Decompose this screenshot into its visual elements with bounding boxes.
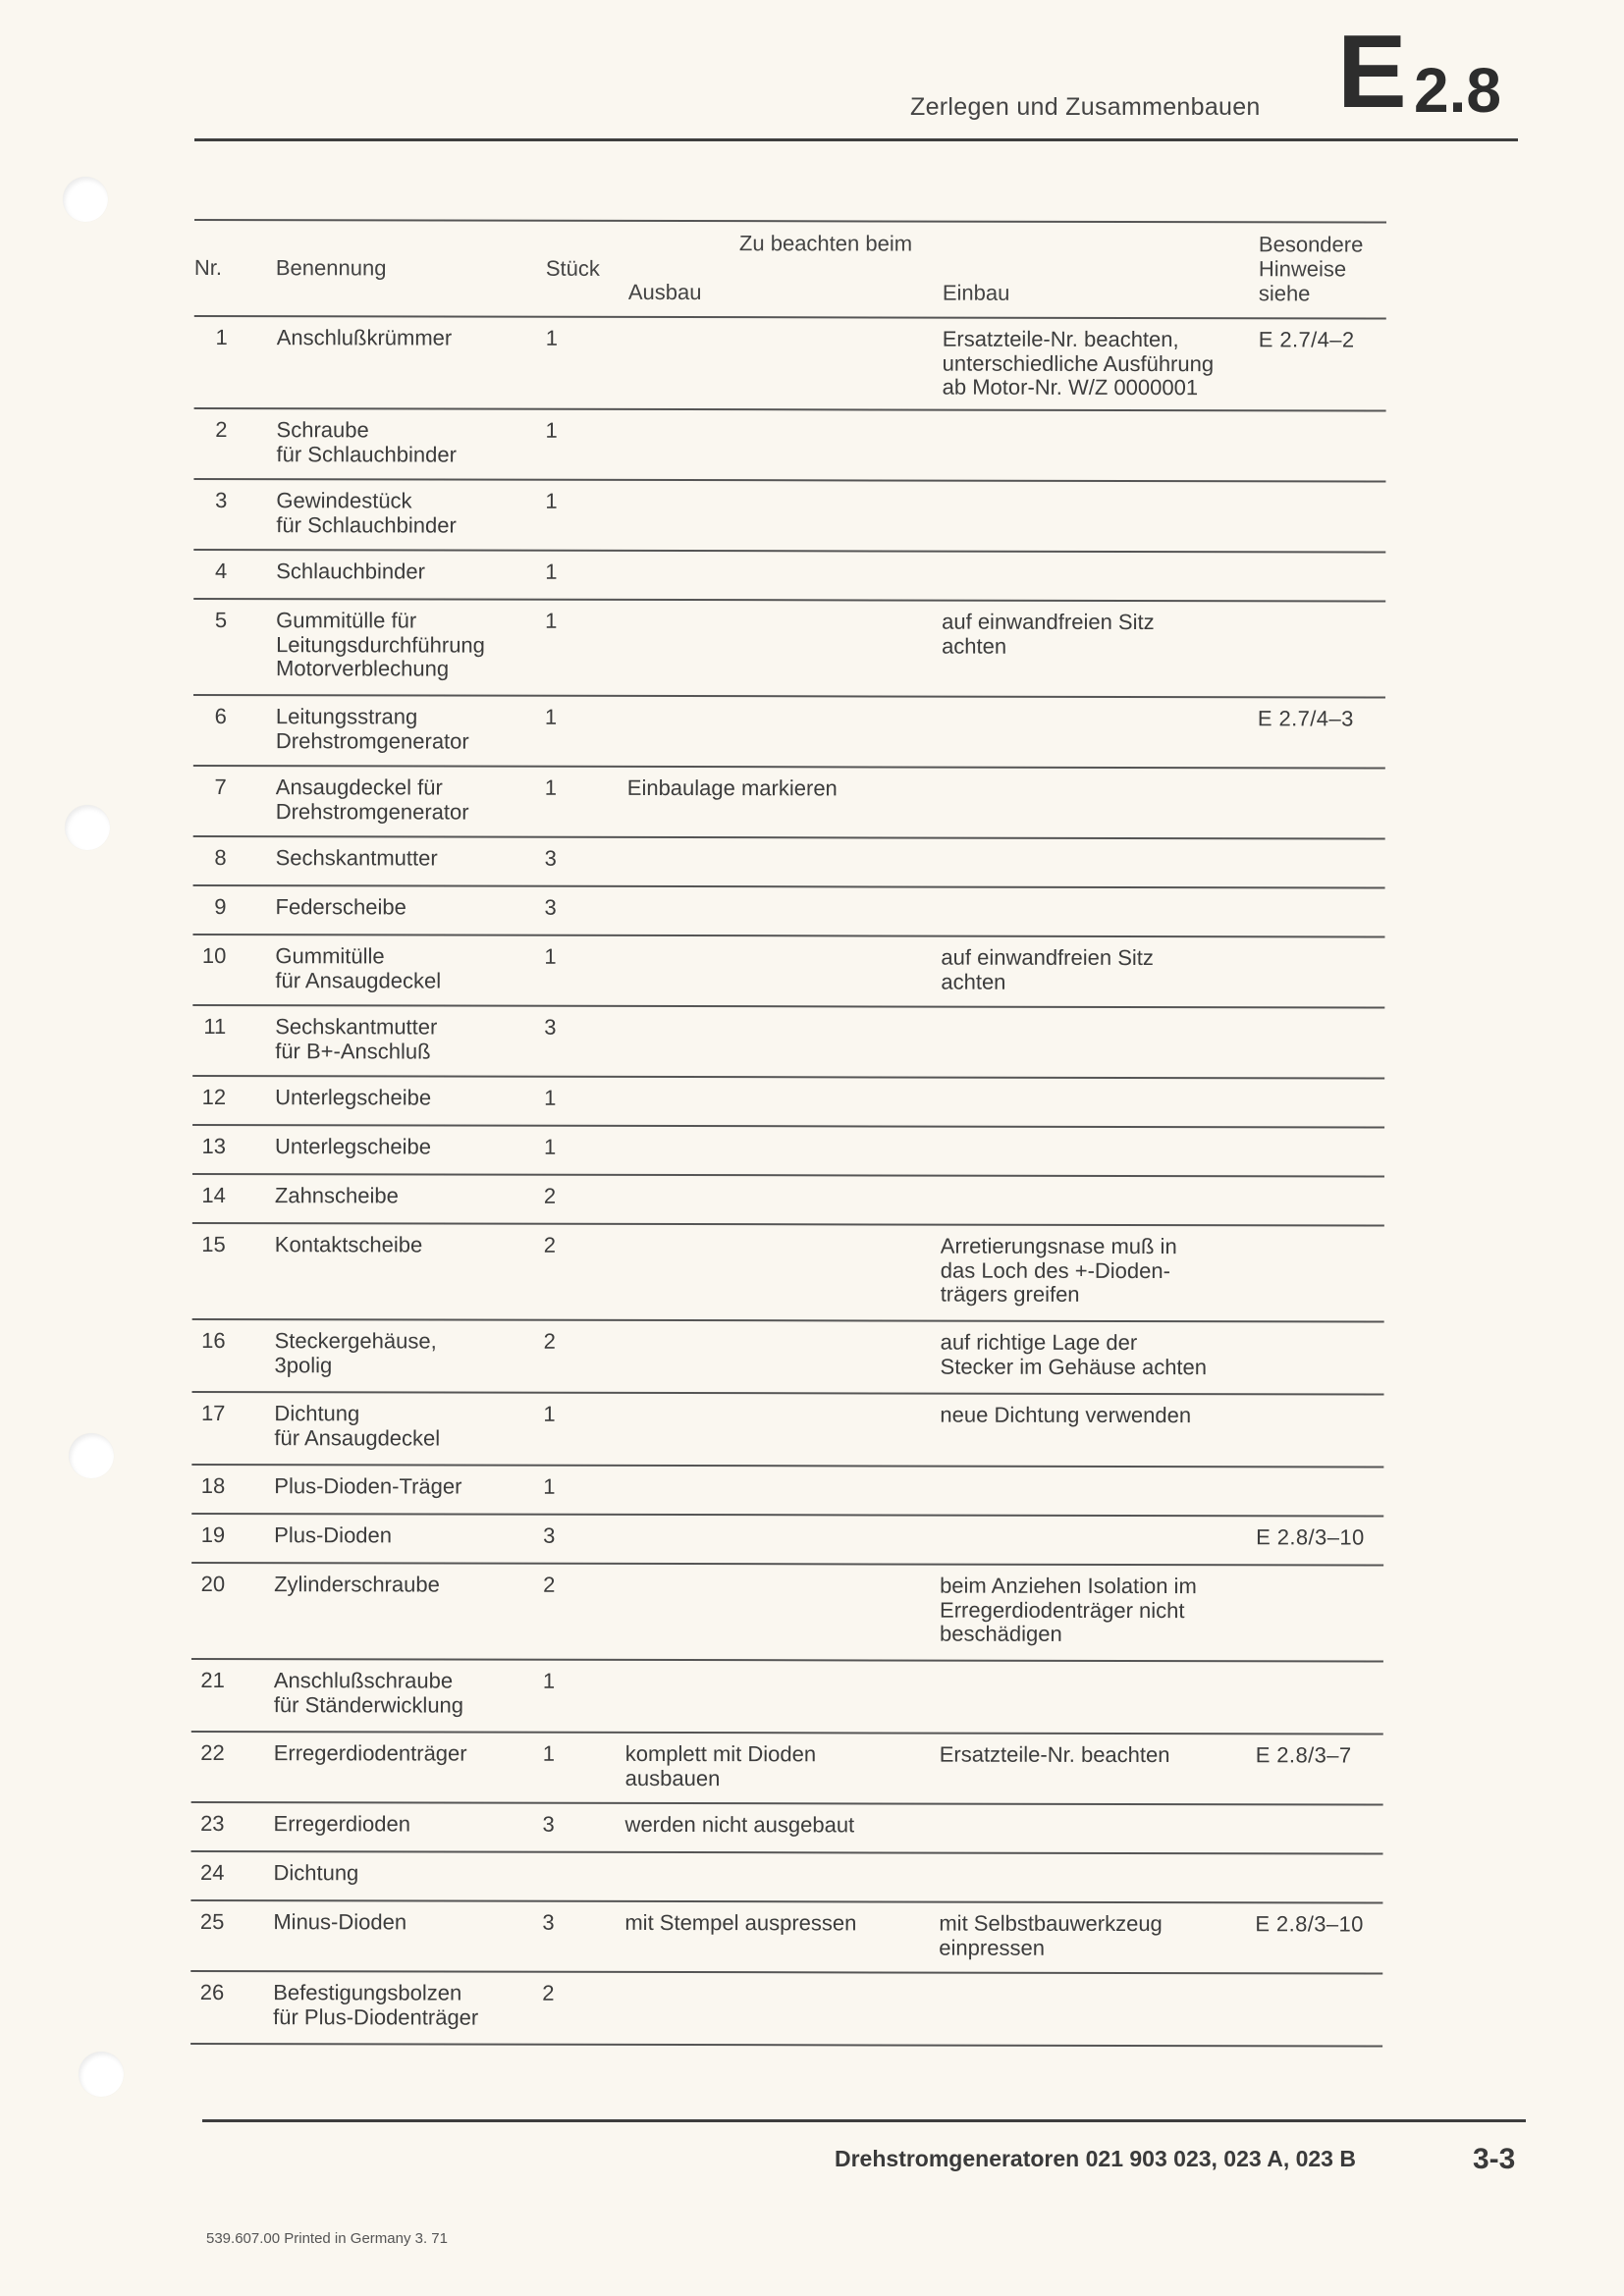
row-number-line: 24 [199, 1860, 225, 1886]
installation-note [942, 611, 1155, 659]
part-quantity [543, 1403, 555, 1427]
part-quantity-line: 1 [544, 943, 557, 969]
col-header-benennung: Benennung [275, 255, 387, 281]
row-number-line: 15 [201, 1232, 226, 1257]
part-name-line: 3polig [274, 1352, 333, 1377]
part-name-line: Leitungsstrang [275, 704, 418, 729]
reference-line: E 2.8/3–7 [1255, 1742, 1352, 1768]
row-number [190, 1981, 224, 2005]
row-number [191, 1573, 225, 1597]
table-row [191, 1393, 1383, 1468]
part-quantity-line: 1 [543, 1134, 557, 1159]
part-name [274, 1523, 392, 1548]
parts-table [190, 219, 1386, 2048]
part-name-line: Sechskantmutter [275, 1014, 438, 1040]
part-name-line: für Plus-Diodenträger [273, 2003, 479, 2030]
table-row [192, 886, 1384, 938]
part-quantity-line: 3 [543, 1522, 556, 1548]
part-quantity-line: 1 [544, 1085, 557, 1110]
part-quantity [544, 1185, 556, 1209]
part-quantity [543, 1670, 555, 1694]
table-row [193, 767, 1385, 840]
installation-note-line: Arretierungsnase muß in [940, 1233, 1177, 1259]
part-name-line: Plus-Dioden [274, 1522, 393, 1548]
removal-note [624, 1911, 856, 1936]
part-name [275, 1086, 431, 1110]
table-row [192, 1175, 1384, 1227]
part-name-line: für Schlauchbinder [276, 511, 457, 538]
table-row [191, 1803, 1383, 1855]
installation-note-line: achten [942, 633, 1007, 659]
row-number [193, 489, 227, 513]
col-header-einbau: Einbau [942, 280, 1010, 305]
row-number [191, 1812, 225, 1837]
col-header-nr: Nr. [193, 254, 223, 281]
row-number [193, 609, 227, 633]
installation-note-line: Ersatzteile-Nr. beachten, [942, 326, 1179, 352]
installation-note-line: auf einwandfreien Sitz [942, 609, 1155, 635]
row-number-line: 16 [201, 1328, 226, 1354]
part-name [274, 1402, 440, 1450]
part-quantity-line: 2 [543, 1183, 557, 1208]
col-header-group: Zu beachten beim [738, 231, 913, 256]
part-quantity [544, 1234, 556, 1258]
installation-note-line: achten [941, 969, 1006, 994]
installation-note [939, 1912, 1163, 1960]
table-row [191, 1466, 1383, 1518]
part-quantity-line: 1 [545, 608, 558, 633]
installation-note [941, 1331, 1208, 1380]
table-row [192, 935, 1384, 1009]
part-name-line: Dichtung [273, 1860, 359, 1886]
part-quantity [544, 1087, 556, 1111]
part-name-line: Befestigungsbolzen [273, 1980, 462, 2005]
part-name-line: für Ansaugdeckel [274, 1424, 441, 1451]
part-quantity [545, 896, 557, 921]
table-row [191, 1320, 1383, 1396]
part-quantity-line: 2 [542, 1980, 555, 2005]
part-name-line: für B+-Anschluß [275, 1038, 431, 1064]
part-name-line: Federscheibe [275, 894, 406, 920]
part-quantity [544, 1136, 556, 1160]
row-number-line: 4 [214, 559, 228, 584]
table-row [193, 480, 1385, 554]
part-quantity [544, 945, 556, 970]
part-name-line: Erregerdiodenträger [273, 1740, 467, 1766]
row-number-line: 13 [201, 1134, 227, 1159]
part-name [274, 1474, 461, 1499]
row-number [194, 418, 228, 443]
row-number-line: 1 [215, 325, 228, 350]
part-name [276, 489, 457, 537]
installation-note-line: beschädigen [939, 1621, 1062, 1646]
row-number [192, 1086, 226, 1110]
part-name [274, 1669, 463, 1717]
row-number [193, 895, 227, 920]
punch-hole [65, 805, 110, 850]
reference [1255, 1912, 1363, 1937]
part-quantity [545, 706, 557, 730]
reference-line: E 2.7/4–2 [1258, 327, 1355, 352]
installation-note [941, 1235, 1177, 1308]
row-number-line: 6 [214, 704, 227, 729]
installation-note [940, 1575, 1197, 1647]
installation-note-line: unterschiedliche Ausführung [942, 350, 1215, 376]
row-number-line: 14 [201, 1183, 226, 1208]
reference-line: E 2.8/3–10 [1256, 1524, 1365, 1550]
part-name [275, 944, 441, 992]
installation-note-line: das Loch des +-Dioden- [940, 1257, 1170, 1283]
table-row [193, 600, 1385, 699]
row-number-line: 26 [199, 1980, 225, 2005]
table-header [194, 219, 1386, 320]
part-name-line: Leitungsdurchführung [276, 631, 485, 658]
installation-note-line: trägers greifen [940, 1281, 1080, 1307]
table-body [190, 317, 1386, 2048]
row-number [191, 1402, 225, 1426]
installation-note-line: Stecker im Gehäuse achten [940, 1354, 1208, 1379]
part-name-line: Zahnscheibe [274, 1183, 399, 1208]
part-name [274, 1741, 467, 1766]
part-quantity [543, 1813, 555, 1838]
part-name-line: Plus-Dioden-Träger [274, 1473, 462, 1499]
installation-note-line: Ersatzteile-Nr. beachten [939, 1741, 1170, 1768]
part-name [276, 418, 457, 466]
part-quantity-line: 3 [544, 845, 557, 871]
part-name-line: Anschlußschraube [273, 1668, 454, 1693]
row-number-line: 19 [200, 1522, 226, 1548]
part-name-line: Sechskantmutter [275, 845, 438, 871]
part-quantity-line: 1 [545, 325, 559, 350]
row-number [193, 560, 227, 584]
part-name [277, 326, 453, 350]
punch-hole [63, 177, 108, 222]
row-number-line: 8 [214, 845, 227, 871]
reference-line: E 2.8/3–10 [1255, 1911, 1364, 1937]
reference [1259, 328, 1355, 352]
part-quantity [546, 419, 558, 444]
section-number: 2.8 [1414, 55, 1501, 126]
part-name-line: Unterlegscheibe [274, 1134, 432, 1159]
part-name [273, 1981, 478, 2029]
part-quantity-line: 1 [545, 559, 558, 584]
row-number [193, 705, 227, 729]
row-number-line: 5 [214, 608, 228, 633]
installation-note-line: mit Selbstbauwerkzeug [939, 1910, 1163, 1937]
part-name-line: Gummitülle für [276, 608, 417, 633]
part-quantity [543, 1475, 555, 1500]
row-number-line: 23 [200, 1811, 225, 1837]
part-name-line: Schlauchbinder [276, 559, 425, 584]
part-quantity [544, 1330, 556, 1355]
print-info: 539.607.00 Printed in Germany 3. 71 [206, 2230, 448, 2247]
row-number-line: 18 [200, 1473, 226, 1499]
row-number-line: 11 [203, 1014, 227, 1040]
table-row [191, 1660, 1383, 1735]
part-quantity [543, 1574, 555, 1598]
installation-note-line: auf einwandfreien Sitz [941, 944, 1154, 971]
installation-note-line: einpressen [939, 1935, 1045, 1960]
part-name-line: Minus-Dioden [273, 1909, 407, 1935]
part-quantity-line: 3 [542, 1811, 555, 1837]
row-number-line: 3 [215, 488, 228, 513]
part-name [275, 1233, 422, 1257]
part-name-line: Steckergehäuse, [274, 1328, 437, 1354]
row-number [191, 1669, 225, 1693]
removal-note [627, 776, 838, 801]
part-quantity-line: 3 [542, 1909, 555, 1935]
page-header-title: Zerlegen und Zusammenbauen [910, 93, 1261, 121]
table-row [193, 409, 1385, 483]
table-row [190, 1852, 1382, 1904]
part-name-line: für Ständerwicklung [273, 1691, 464, 1718]
row-number-line: 12 [201, 1085, 227, 1110]
removal-note-line: werden nicht ausgebaut [624, 1811, 855, 1838]
part-quantity-line: 1 [543, 1473, 556, 1499]
part-quantity-line: 3 [544, 894, 557, 920]
part-name-line: für Schlauchbinder [276, 441, 457, 467]
part-quantity [545, 610, 557, 634]
row-number [192, 1184, 226, 1208]
part-name-line: Schraube [276, 417, 369, 443]
punch-hole [69, 1433, 114, 1478]
removal-note [625, 1813, 855, 1838]
part-name-line: Gewindestück [276, 488, 412, 513]
part-quantity-line: 3 [544, 1014, 557, 1040]
part-name [275, 1184, 399, 1208]
part-quantity [545, 847, 557, 872]
part-quantity [542, 1982, 554, 2006]
part-name [276, 895, 406, 920]
part-name-line: Motorverblechung [276, 656, 450, 681]
removal-note-line: komplett mit Dioden [624, 1740, 817, 1767]
part-name [273, 1861, 358, 1886]
table-row [191, 1733, 1383, 1806]
part-name-line: Erregerdioden [273, 1811, 411, 1837]
col-header-hinweise: Besondere [1258, 232, 1364, 257]
part-quantity-line: 1 [545, 488, 558, 513]
row-number-line: 10 [201, 943, 227, 969]
part-name-line: Gummitülle [275, 943, 385, 969]
table-row [193, 696, 1385, 770]
table-row [193, 551, 1385, 603]
row-number-line: 17 [200, 1401, 226, 1426]
installation-note-line: beim Anziehen Isolation im [940, 1573, 1197, 1599]
removal-note-line: mit Stempel auspressen [624, 1909, 857, 1936]
part-quantity-line: 1 [542, 1668, 556, 1693]
installation-note-line: neue Dichtung verwenden [940, 1402, 1192, 1428]
part-quantity [544, 1016, 556, 1041]
part-quantity [543, 1524, 555, 1549]
part-name [274, 1573, 440, 1597]
table-row [192, 1126, 1384, 1178]
part-name [276, 775, 469, 824]
part-quantity [543, 1742, 555, 1767]
part-name-line: für Ansaugdeckel [275, 967, 442, 993]
table-row [192, 1224, 1384, 1323]
col-header-stueck: Stück [545, 255, 600, 281]
section-letter: E [1337, 14, 1407, 130]
table-row [191, 1564, 1383, 1663]
col-header-ausbau: Ausbau [627, 279, 702, 305]
table-row [190, 1901, 1382, 1975]
header-rule [194, 138, 1518, 141]
part-quantity [542, 1911, 554, 1936]
installation-note-line: Erregerdiodenträger nicht [940, 1597, 1185, 1623]
row-number-line: 20 [200, 1572, 226, 1597]
part-name [276, 705, 469, 753]
part-name [273, 1910, 406, 1935]
part-quantity [545, 561, 557, 585]
part-quantity-line: 1 [544, 774, 558, 800]
row-number [190, 1910, 224, 1935]
part-quantity [545, 490, 557, 514]
reference-line: E 2.7/4–3 [1257, 706, 1354, 731]
row-number [191, 1474, 225, 1499]
part-name-line: Ansaugdeckel für [275, 774, 443, 800]
part-quantity [545, 776, 557, 801]
table-row [194, 317, 1386, 412]
part-name [276, 560, 425, 584]
installation-note [941, 946, 1154, 994]
reference [1258, 707, 1354, 731]
part-name [275, 1135, 431, 1159]
row-number [193, 775, 227, 800]
row-number-line: 2 [215, 417, 228, 443]
footer-title: Drehstromgeneratoren 021 903 023, 023 A, 023 B [835, 2146, 1356, 2171]
punch-hole [79, 2052, 124, 2097]
removal-note [625, 1742, 817, 1790]
part-quantity-line: 2 [543, 1328, 556, 1354]
installation-note [940, 1743, 1170, 1768]
part-name-line: Drehstromgenerator [275, 798, 469, 825]
removal-note-line: ausbauen [624, 1765, 721, 1790]
row-number-line: 7 [214, 774, 227, 800]
part-name [274, 1812, 410, 1837]
part-name-line: Kontaktscheibe [274, 1232, 423, 1257]
part-quantity [546, 327, 558, 351]
part-quantity-line: 2 [543, 1572, 556, 1597]
row-number [194, 326, 228, 350]
installation-note [943, 328, 1215, 400]
reference [1256, 1525, 1364, 1550]
row-number [191, 1523, 225, 1548]
part-name [276, 609, 485, 681]
row-number [192, 944, 226, 969]
row-number [192, 1135, 226, 1159]
part-name [275, 1329, 437, 1377]
table-row [192, 1077, 1384, 1129]
part-name [276, 846, 438, 871]
row-number-line: 22 [200, 1740, 225, 1766]
part-name-line: Unterlegscheibe [275, 1085, 432, 1110]
part-quantity-line: 2 [543, 1232, 557, 1257]
table-row [190, 1972, 1382, 2048]
row-number-line: 21 [200, 1668, 225, 1693]
row-number [190, 1861, 224, 1886]
part-quantity-line: 1 [542, 1740, 556, 1766]
page-number: 3-3 [1473, 2143, 1516, 2175]
part-name-line: Zylinderschraube [274, 1572, 440, 1597]
part-name-line: Drehstromgenerator [275, 727, 469, 754]
part-name-line: Dichtung [274, 1401, 360, 1426]
table-row [192, 1006, 1384, 1080]
part-name [275, 1015, 437, 1063]
footer-rule [202, 2119, 1526, 2122]
row-number [192, 1329, 226, 1354]
installation-note-line: auf richtige Lage der [940, 1329, 1138, 1356]
removal-note-line: Einbaulage markieren [626, 774, 838, 801]
table-row [191, 1515, 1383, 1567]
part-quantity-line: 1 [544, 704, 558, 729]
row-number [191, 1741, 225, 1766]
part-quantity-line: 1 [543, 1401, 556, 1426]
col-header-hinweise: siehe [1258, 281, 1311, 306]
row-number [192, 1233, 226, 1257]
table-row [193, 837, 1385, 889]
part-name-line: Anschlußkrümmer [276, 325, 453, 350]
row-number [192, 1015, 226, 1040]
row-number-line: 25 [199, 1909, 225, 1935]
part-quantity-line: 1 [545, 417, 558, 443]
row-number [193, 846, 227, 871]
row-number-line: 9 [214, 894, 227, 920]
reference [1256, 1743, 1352, 1768]
installation-note [940, 1404, 1191, 1428]
col-header-hinweise: Hinweise [1258, 256, 1347, 282]
installation-note-line: ab Motor-Nr. W/Z 0000001 [942, 374, 1199, 400]
